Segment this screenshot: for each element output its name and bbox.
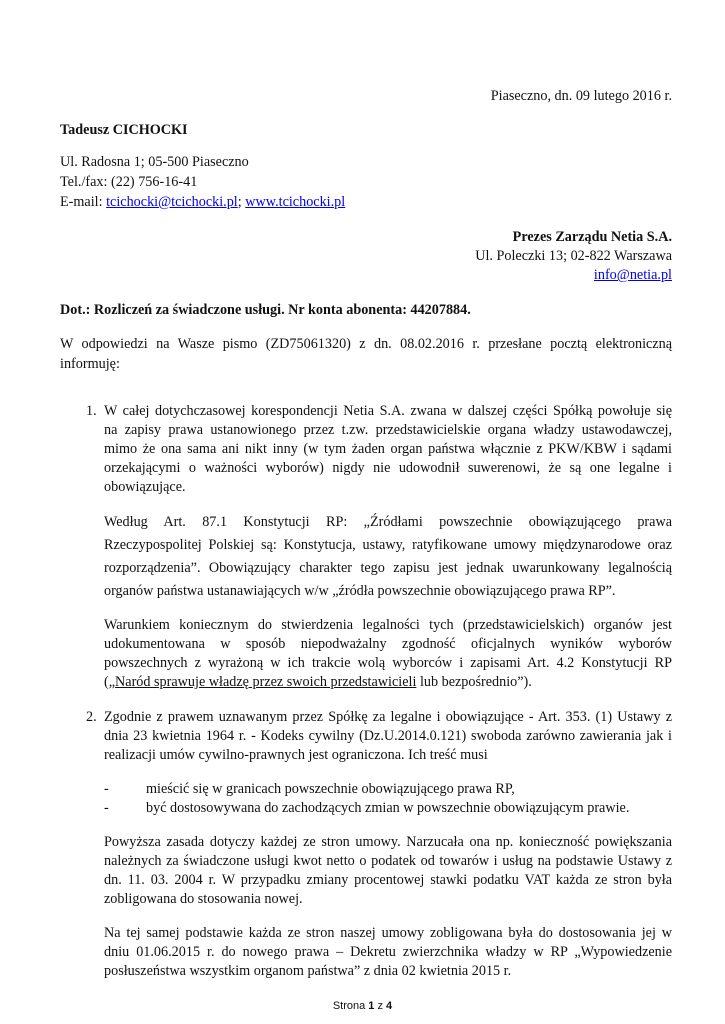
paragraph-line: W całej dotychczasowej korespondencji Netia S.A. zwana w dalszej części Spółką powołuje się <box>104 403 672 419</box>
paragraph-line: Na tej samej podstawie każda ze stron naszej umowy zobligowana była do dostosowania jej w <box>104 925 672 941</box>
paragraph-line: należnych za świadczone usługi kwot netto o podatek od towarów i usług na podstawie Ustawy z <box>104 853 672 869</box>
paragraph-line: organów państwa ustanawiających w/w „źródła powszechnie obowiązującego prawa RP”. <box>104 583 616 599</box>
paragraph-line: mimo że ona sama ani nikt inny (w tym żaden organ państwa włącznie z PKW/KBW i sądami <box>104 441 672 457</box>
list-number: 2. <box>86 709 97 725</box>
subject-line: Dot.: Rozliczeń za świadczone usługi. Nr konta abonenta: 44207884. <box>60 302 471 318</box>
paragraph-line: orzekającymi o ważności wyborów) nigdy nie udowodnił suwerenowi, że są one legalne i <box>104 460 672 476</box>
paragraph-line: powszechnych z wyrażoną w ich trakcie wolą wyborców i zapisami Art. 4.2 Konstytucji RP <box>104 655 672 671</box>
intro-line: W odpowiedzi na Wasze pismo (ZD75061320) z dn. 08.02.2016 r. przesłane pocztą elektroniczną <box>60 336 672 352</box>
sender-website-link[interactable]: www.tcichocki.pl <box>245 194 346 210</box>
paragraph-line: Powyższa zasada dotyczy każdej ze stron umowy. Narzucała ona np. konieczność powiększania <box>104 834 672 850</box>
paragraph-line: Rzeczypospolitej Polskiej są: Konstytucja, ustawy, ratyfikowane umowy międzynarodowe oraz <box>104 537 672 553</box>
bullet-dash: - <box>104 781 109 797</box>
list-number: 1. <box>86 403 97 419</box>
bullet-text: mieścić się w granicach powszechnie obowiązującego prawa RP, <box>146 781 515 797</box>
paragraph-line: dniu 01.06.2015 r. do nowego prawa – Dekretu zwierzchnika władzy w RP „Wypowiedzenie <box>104 944 672 960</box>
intro-line: informuję: <box>60 356 120 372</box>
sender-address: Ul. Radosna 1; 05-500 Piaseczno <box>60 154 249 170</box>
paragraph-line: dnia 23 kwietnia 1964 r. - Kodeks cywilny (Dz.U.2014.0.121) swoboda zarówno zawierania jak i <box>104 728 672 744</box>
paragraph-line: udokumentowana w sposób niepodważalny zgodność oficjalnych wyników wyborów <box>104 636 672 652</box>
paragraph-line: Zgodnie z prawem uznawanym przez Spółkę za legalne i obowiązujące - Art. 353. (1) Ustawy z <box>104 709 672 725</box>
sender-contact <box>60 192 345 212</box>
email-label: E-mail: <box>60 194 107 210</box>
recipient-email-link[interactable]: info@netia.pl <box>593 267 672 283</box>
paragraph-line: posłuszeństwa wszystkim organom państwa” z dnia 02 kwietnia 2015 r. <box>104 963 512 979</box>
recipient-email <box>60 265 672 285</box>
page-footer: Strona 1 z 4 <box>332 1000 393 1012</box>
total-pages: 4 <box>386 1000 393 1012</box>
sender-name: Tadeusz CICHOCKI <box>60 122 188 138</box>
paragraph-line: dn. 11. 03. 2004 r. W przypadku zmiany procentowej stawki podatku VAT każda ze stron była <box>104 872 672 888</box>
bullet-dash: - <box>104 800 109 816</box>
date-line: Piaseczno, dn. 09 lutego 2016 r. <box>490 88 672 104</box>
paragraph-line: realizacji umów cywilno-prawnych jest ograniczona. Ich treść musi <box>104 747 488 763</box>
bullet-text: być dostosowywana do zachodzących zmian w powszechnie obowiązującym prawie. <box>146 800 630 816</box>
paragraph-line: obowiązujące. <box>104 479 186 495</box>
recipient-address: Ul. Poleczki 13; 02-822 Warszawa <box>475 248 672 264</box>
sender-telfax: Tel./fax: (22) 756-16-41 <box>60 174 198 190</box>
paragraph-line: rozporządzenia”. Obowiązujący charakter tego zapisu jest jednak uwarunkowany legalnością <box>104 560 672 576</box>
current-page: 1 <box>368 1000 375 1012</box>
quoted-constitution: Naród sprawuje władzę przez swoich przedstawicieli <box>115 674 417 690</box>
paragraph-line: Warunkiem koniecznym do stwierdzenia legalności tych (przedstawicielskich) organów jest <box>104 617 672 633</box>
paragraph-line: zobligowana do stosowania nowej. <box>104 891 303 907</box>
paragraph-line: na zapisy prawa ustanowionego przez t.zw. przedstawicielskie organa władzy ustawodawczej, <box>104 422 672 438</box>
separator: ; <box>237 194 246 210</box>
sender-email-link[interactable]: tcichocki@tcichocki.pl <box>106 194 238 210</box>
paragraph-line: („Naród sprawuje władzę przez swoich przedstawicieli lub bezpośrednio”). <box>104 674 532 690</box>
recipient-title: Prezes Zarządu Netia S.A. <box>512 229 672 245</box>
paragraph-line: Według Art. 87.1 Konstytucji RP: „Źródłami powszechnie obowiązującego prawa <box>104 514 672 530</box>
